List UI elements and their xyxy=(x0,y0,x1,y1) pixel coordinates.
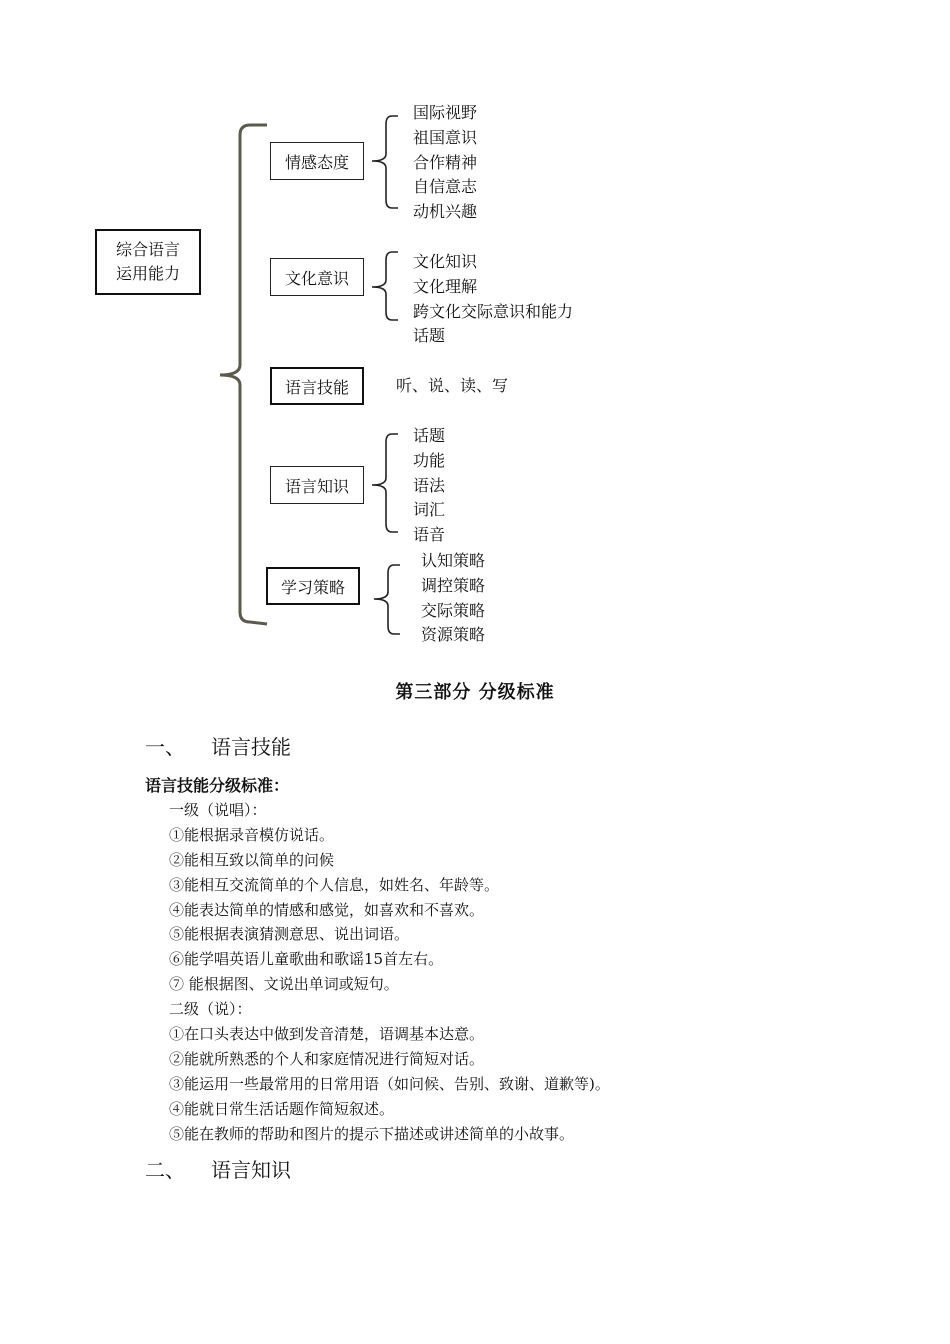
leaf-item: 认知策略 xyxy=(421,551,486,570)
section-title: 语言技能 xyxy=(211,735,291,759)
list-item: ④能表达简单的情感和感觉，如喜欢和不喜欢。 xyxy=(169,900,485,919)
standards-list xyxy=(169,798,610,1146)
part-title: 第三部分 分级标准 xyxy=(395,682,555,703)
leaf-item: 调控策略 xyxy=(421,575,486,595)
list-item: ⑥能学唱英语儿童歌曲和歌谣15首左右。 xyxy=(169,950,444,969)
leaf-item: 话题 xyxy=(413,426,446,445)
brace-5 xyxy=(374,565,400,634)
category-box-5: 学习策略 xyxy=(266,567,360,605)
list-item: 一级（说唱）： xyxy=(169,801,267,819)
leaf-item: 文化理解 xyxy=(413,276,478,296)
brace-1 xyxy=(372,116,398,208)
list-item: ③能相互交流简单的个人信息，如姓名、年龄等。 xyxy=(169,875,500,894)
list-item: ⑤能根据表演猜测意思、说出词语。 xyxy=(169,925,410,944)
leaf-item: 话题 xyxy=(413,326,446,346)
section-heading-2 xyxy=(145,1154,291,1183)
leaf-item: 祖国意识 xyxy=(413,127,478,147)
root-node xyxy=(95,229,201,295)
main-brace xyxy=(220,125,267,624)
concept-diagram xyxy=(0,0,950,660)
leaf-list-1 xyxy=(413,101,477,225)
brace-4 xyxy=(372,434,398,532)
section-number: 一、 xyxy=(145,735,185,759)
category-box-1: 情感态度 xyxy=(270,142,364,180)
list-item: ④能就日常生活话题作简短叙述。 xyxy=(169,1099,395,1118)
list-item: ①在口头表达中做到发音清楚，语调基本达意。 xyxy=(169,1025,485,1044)
section-title: 语言知识 xyxy=(211,1158,291,1182)
category-box-3: 语言技能 xyxy=(270,367,364,405)
leaf-list-2 xyxy=(413,250,573,349)
section-heading-1 xyxy=(145,731,291,760)
leaf-item: 动机兴趣 xyxy=(413,202,478,222)
category-box-4: 语言知识 xyxy=(270,466,364,504)
leaf-item: 跨文化交际意识和能力 xyxy=(413,301,574,321)
root-line-1: 综合语言 xyxy=(115,240,180,259)
list-item: 二级（说）： xyxy=(169,1000,252,1019)
leaf-item: 词汇 xyxy=(413,500,446,520)
list-item: ②能就所熟悉的个人和家庭情况进行简短对话。 xyxy=(169,1049,485,1068)
brace-2 xyxy=(372,252,398,320)
section-number: 二、 xyxy=(145,1158,185,1182)
leaf-item: 国际视野 xyxy=(413,103,478,122)
root-line-2: 运用能力 xyxy=(115,264,180,283)
leaf-item: 交际策略 xyxy=(421,600,486,620)
leaf-item: 功能 xyxy=(413,450,446,470)
category-box-2: 文化意识 xyxy=(270,258,364,296)
list-item: ②能相互致以简单的问候 xyxy=(169,850,335,869)
list-item: ⑦ 能根据图、文说出单词或短句。 xyxy=(169,975,399,994)
leaf-item: 合作精神 xyxy=(413,152,478,172)
leaf-item: 语法 xyxy=(413,475,446,495)
leaf-item: 文化知识 xyxy=(413,252,478,271)
leaf-item: 自信意志 xyxy=(413,177,478,197)
list-item: ⑤能在教师的帮助和图片的提示下描述或讲述简单的小故事。 xyxy=(169,1124,575,1143)
skill-inline-text: 听、说、读、写 xyxy=(396,376,509,395)
list-item: ③能运用一些最常用的日常用语（如问候、告别、致谢、道歉等)。 xyxy=(169,1074,610,1093)
leaf-item: 资源策略 xyxy=(421,625,486,645)
list-item: ①能根据录音模仿说话。 xyxy=(169,825,335,844)
leaf-item: 语音 xyxy=(413,525,446,545)
leaf-list-4 xyxy=(413,424,445,548)
leaf-list-5 xyxy=(421,549,485,648)
subheading: 语言技能分级标准： xyxy=(145,776,290,795)
